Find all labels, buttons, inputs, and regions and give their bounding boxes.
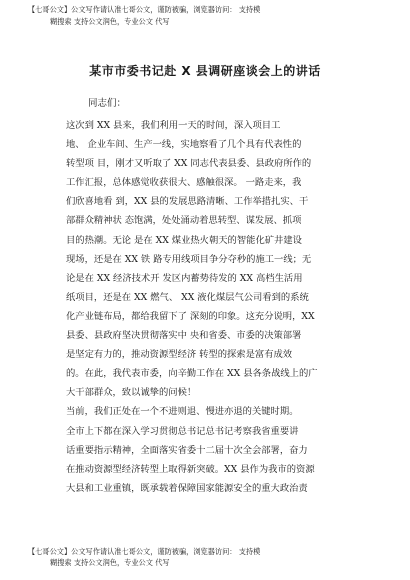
- body-line: 县委、县政府坚决贯彻落实中 央和省委、市委的决策部署: [66, 330, 302, 342]
- footer-line-1: 【七哥公文】公文写作请认准七哥公文，谨防被骗，浏览器访问： 支持模: [28, 547, 261, 556]
- body-line: 全市上下都在深入学习贯彻总书记总书记考察我省重要讲: [66, 425, 299, 437]
- header-line-2: 糊搜索 支持公文润色，专业公文 代写: [50, 17, 170, 26]
- body-line: 是坚定有力的，推动资源型经济 转型的探索是富有成效: [66, 349, 293, 361]
- body-line: 现场，还是在 XX 铁 路专用线项目争分夺秒的施工一线；无: [66, 253, 312, 265]
- body-line: 这次到 XX 县来，我们利用一天的时间，深入项目工: [66, 120, 281, 131]
- salutation: 同志们：: [88, 98, 127, 109]
- body-line: 大县和工业重镇，既承载着保障国家能源安全的重大政治责: [66, 482, 308, 494]
- body-line: 工作汇报，总体感觉收获很大、感触很深。 一路走来，我: [66, 177, 302, 189]
- body-line: 部群众精神状 态饱满，处处涌动着思转型、谋发展、抓项: [66, 215, 302, 227]
- page-footer: [28, 546, 398, 568]
- body-line: 目的热潮。无论 是在 XX 煤业热火朝天的智能化矿井建设: [66, 234, 302, 246]
- body-line: 化产业链布局，都给我留下了 深刻的印象。这充分说明，XX: [66, 310, 315, 322]
- body-line: 话重要指示精神，全面落实省委十二届十次全会部署，奋力: [66, 444, 308, 456]
- body-line: 转型项 目，刚才又听取了 XX 同志代表县委、县政府所作的: [66, 158, 312, 170]
- header-line-1: 【七哥公文】公文写作请认准七哥公文，谨防被骗，浏览器访问： 支持模: [28, 5, 261, 14]
- body-line: 在推动资源型经济转型上取得新突破。XX 县作为我市的资源: [66, 463, 315, 475]
- body-line: 大干部群众，致以诚挚的问候！: [66, 387, 197, 399]
- document-title: 某市市委书记赴 X 县调研座谈会上的讲话: [89, 64, 321, 78]
- body-line: 纸项目，还是在 XX 燃气、 XX 液化煤层气公司看到的系统: [66, 291, 309, 303]
- page-header: [28, 4, 398, 28]
- document-body: [66, 116, 358, 498]
- body-line: 当前，我们正处在一个不进则退、慢进亦退的关键时期。: [66, 406, 299, 418]
- body-line: 们欣喜地看 到，XX 县的发展思路清晰、工作举措扎实、干: [66, 196, 309, 208]
- footer-line-2: 糊搜索 支持公文润色，专业公文 代写: [50, 558, 170, 567]
- body-line: 论是在 XX 经济技术开 发区内蓄势待发的 XX 高档生活用: [66, 272, 303, 284]
- body-line: 的。在此，我代表市委，向辛勤工作在 XX 县各条战线上的广: [66, 368, 318, 380]
- body-line: 地、 企业车间、生产一线，实地察看了几个具有代表性的: [66, 139, 302, 151]
